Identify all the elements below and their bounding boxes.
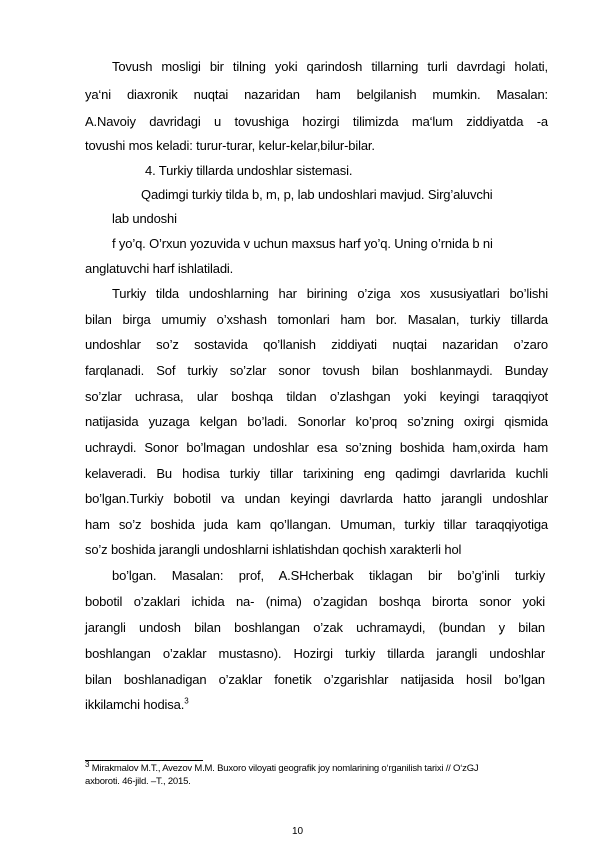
text-line-6: Qadimgi turkiy tilda b, m, p, lab undoshlari mavjud. Sirg’aluvchi [141, 187, 493, 202]
footnote-divider [85, 760, 203, 761]
text-line-11: bilan birga umumiy o’xshash tomonlari ham bor. Masalan, turkiy tillarda [85, 312, 548, 327]
footnote-line-2: axboroti. 46-jild. –T., 2015. [85, 776, 191, 787]
text-line-25: bilan boshlanadigan o’zaklar fonetik o’zgarishlar natijasida hosil bo’lgan [85, 672, 545, 687]
text-line-8: f yo’q. O’rxun yozuvida v uchun maxsus harf yo’q. Uning o’rnida b ni [112, 236, 493, 251]
text-line-3: A.Navoiy davridagi u tovushiga hozirgi tilimizda ma‘lum ziddiyatda -a [85, 114, 548, 129]
text-line-4: tovushi mos keladi: turur-turar, kelur-kelar,bilur-bilar. [85, 138, 375, 153]
section-heading: 4. Turkiy tillarda undoshlar sistemasi. [145, 163, 353, 178]
text-line-7: lab undoshi [112, 211, 177, 226]
footnote-reference: 3 [184, 696, 189, 706]
text-line-26 [85, 697, 189, 713]
text-line-22: bobotil o’zaklari ichida na- (nima) o’zagidan boshqa birorta sonor yoki [85, 594, 545, 609]
text-line-13: farqlanadi. Sof turkiy so’zlar sonor tovush bilan boshlanmaydi. Bunday [85, 363, 548, 378]
text-line-10: Turkiy tilda undoshlarning har birining o’ziga xos xususiyatlari bo’lishi [112, 286, 548, 301]
text-line-15: natijasida yuzaga kelgan bo’ladi. Sonorlar ko’proq so’zning oxirgi qismida [85, 414, 548, 429]
footnote-line-1 [85, 759, 479, 775]
text-line-17: kelaveradi. Bu hodisa turkiy tillar tarixining eng qadimgi davrlarida kuchli [85, 466, 548, 481]
text-line-1: Tovush mosligi bir tilning yoki qarindosh tillarning turli davrdagi holati, [112, 59, 548, 74]
text-line-2: ya‘ni diaxronik nuqtai nazaridan ham belgilanish mumkin. Masalan: [85, 87, 548, 102]
page-number: 10 [291, 826, 304, 837]
text-line-19: ham so’z boshida juda kam qo’llangan. Umuman, turkiy tillar taraqqiyotiga [85, 517, 548, 532]
text-line-20: so’z boshida jarangli undoshlarni ishlatishdan qochish xarakterli hol [85, 542, 462, 557]
footnote-text-1: Mirakmalov M.T., Avezov M.M. Buxoro viloyati geografik joy nomlarining o‘rganilish tarixi // O‘zGJ [89, 763, 479, 774]
text-line-16: uchraydi. Sonor bo’lmagan undoshlar esa so’zning boshida ham,oxirda ham [85, 440, 548, 455]
last-line-text: ikkilamchi hodisa. [85, 697, 185, 712]
text-line-21: bo’lgan. Masalan: prof, A.SHcherbak tiklagan bir bo’g’inli turkiy [112, 568, 545, 583]
text-line-18: bo’lgan.Turkiy bobotil va undan keyingi davrlarda hatto jarangli undoshlar [85, 491, 548, 506]
text-line-9: anglatuvchi harf ishlatiladi. [85, 261, 234, 276]
text-line-14: so’zlar uchrasa, ular boshqa tildan o’zlashgan yoki keyingi taraqqiyot [85, 389, 548, 404]
text-line-23: jarangli undosh bilan boshlangan o’zak uchramaydi, (bundan y bilan [85, 620, 545, 635]
text-line-24: boshlangan o’zaklar mustasno). Hozirgi turkiy tillarda jarangli undoshlar [85, 646, 545, 661]
text-line-12: undoshlar so’z sostavida qo’llanish ziddiyati nuqtai nazaridan o’zaro [85, 337, 548, 352]
footnote-mark: 3 [85, 759, 90, 769]
